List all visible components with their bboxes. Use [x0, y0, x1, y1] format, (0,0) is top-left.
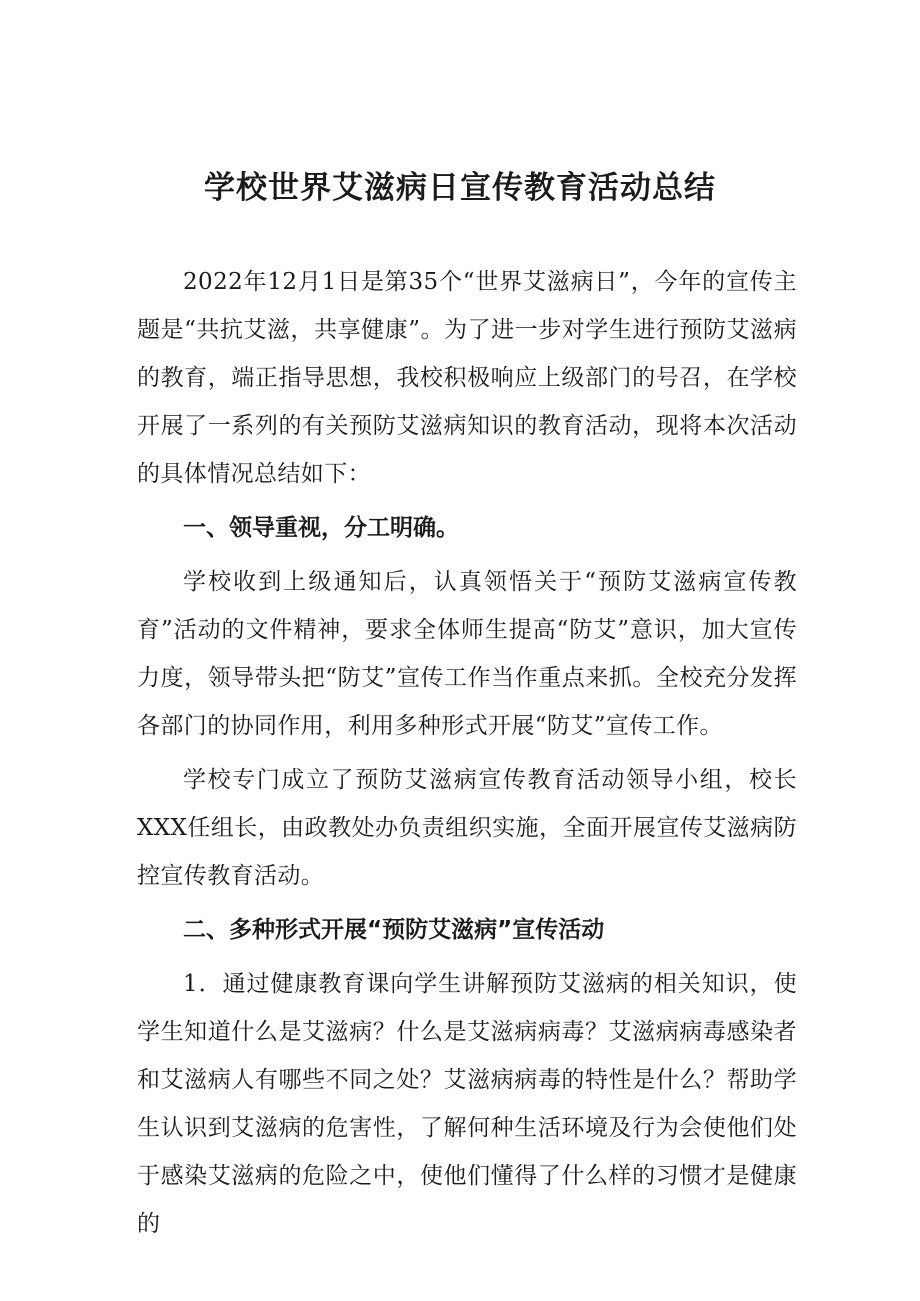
document-title: 学校世界艾滋病日宣传教育活动总结	[204, 170, 716, 206]
section-heading-1: 一、领导重视，分工明确。	[183, 515, 459, 541]
intro-paragraph: 2022年12月1日是第35个“世界艾滋病日”，今年的宣传主题是“共抗艾滋，共享健康”。为了进一步对学生进行预防艾滋病的教育，端正指导思想，我校积极响应上级部门的号召，在学校开展了一系列的有关预防艾滋病知识的教育活动，现将本次活动的具体情况总结如下：	[137, 269, 797, 487]
section-heading-2: 二、多种形式开展“预防艾滋病”宣传活动	[183, 917, 605, 943]
section-2-paragraph-1: 1．通过健康教育课向学生讲解预防艾滋病的相关知识，使学生知道什么是艾滋病？什么是艾滋病病毒？艾滋病病毒感染者和艾滋病人有哪些不同之处？艾滋病病毒的特性是什么？帮助学生认识到艾滋病的危害性，了解何种生活环境及行为会使他们处于感染艾滋病的危险之中，使他们懂得了什么样的习惯才是健康的	[137, 971, 797, 1237]
document-body	[137, 258, 797, 1248]
section-1-paragraph-2: 学校专门成立了预防艾滋病宣传教育活动领导小组，校长XXX任组长，由政教处办负责组织实施，全面开展宣传艾滋病防控宣传教育活动。	[137, 767, 797, 889]
section-1-paragraph-1: 学校收到上级通知后，认真领悟关于“预防艾滋病宣传教育”活动的文件精神，要求全体师生提高“防艾”意识，加大宣传力度，领导带头把“防艾”宣传工作当作重点来抓。全校充分发挥各部门的协同作用，利用多种形式开展“防艾”宣传工作。	[137, 569, 797, 739]
